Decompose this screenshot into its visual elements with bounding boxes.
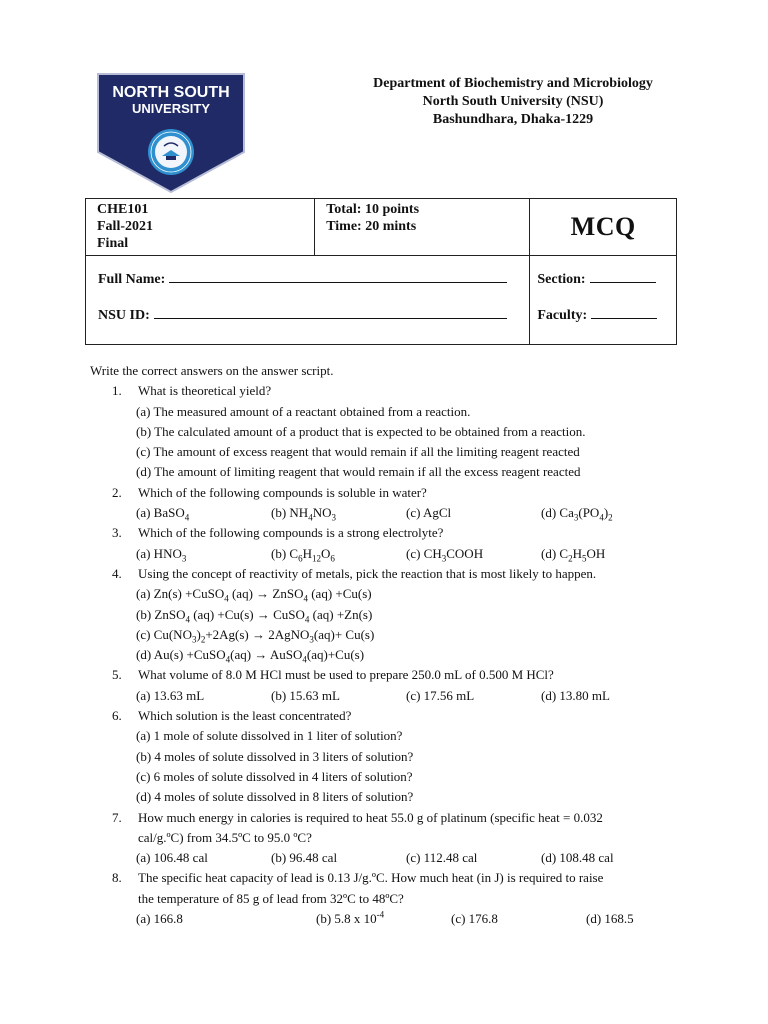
question-text: What is theoretical yield? — [138, 383, 272, 399]
question-text: Using the concept of reactivity of metals, pick the reaction that is most likely to happen. — [138, 565, 597, 581]
option-a: (a) $HNO_3$ — [136, 545, 187, 564]
exam-type: Final — [97, 236, 129, 251]
question-number: 1. — [112, 383, 122, 399]
question-number: 6. — [112, 708, 122, 724]
option-a: (a) Zn(s) +CuSO$_4$ (aq) → ZnSO$_4$ (aq) +Cu(s) — [136, 586, 372, 604]
option-d: (d) Au(s) +CuSO$_4$(aq) → AuSO$_4$(aq)+Cu(s) — [136, 647, 365, 665]
option-b: (b) The calculated amount of a product that is expected to be obtained from a reaction. — [136, 423, 586, 439]
faculty-blank[interactable] — [591, 317, 657, 319]
option-a: (a) 106.48 cal — [136, 850, 208, 866]
option-a: (a) BaSO$_4$ — [136, 505, 190, 523]
question-text: Which solution is the least concentrated? — [138, 708, 352, 724]
option-c: (c) $Cu(NO_3)_2+2Ag(s)$ → 2AgNO$_3$(aq)+ Cu(s) — [136, 626, 375, 645]
option-d: (d) The amount of limiting reagent that would remain if all the excess reagent reacted — [136, 464, 581, 480]
question-1 — [90, 381, 680, 482]
question-2 — [90, 483, 680, 524]
question-number: 5. — [112, 667, 122, 683]
option-c: (c) 6 moles of solute dissolved in 4 liters of solution? — [136, 768, 413, 784]
section-faculty-cell — [530, 256, 677, 345]
student-fields-cell — [86, 256, 530, 345]
instructions: Write the correct answers on the answer script. — [90, 363, 334, 378]
question-number: 2. — [112, 484, 122, 500]
total-points: Total: 10 points — [326, 202, 420, 217]
option-c: (c) 176.8 — [451, 911, 498, 927]
exam-info-table — [85, 198, 677, 345]
section-label: Section: — [537, 272, 586, 287]
option-d: (d) 108.48 cal — [541, 850, 614, 866]
full-name-blank[interactable] — [169, 281, 507, 283]
question-list — [90, 361, 680, 929]
option-a: (a) 13.63 mL — [136, 687, 205, 703]
question-number: 8. — [112, 870, 122, 886]
question-5 — [90, 665, 680, 706]
exam-meta-cell — [315, 199, 530, 256]
university-address: Bashundhara, Dhaka-1229 — [432, 112, 594, 127]
option-a: (a) The measured amount of a reactant obtained from a reaction. — [136, 403, 471, 419]
time-limit: Time: 20 mints — [326, 219, 417, 234]
question-text: Which of the following compounds is a strong electrolyte? — [138, 525, 444, 541]
option-c: (c) 112.48 cal — [406, 850, 478, 866]
section-field[interactable] — [537, 272, 655, 288]
question-number: 3. — [112, 525, 122, 541]
full-name-label: Full Name: — [98, 272, 166, 287]
faculty-label: Faculty: — [537, 308, 588, 323]
question-7 — [90, 808, 680, 869]
option-a: (a) 1 mole of solute dissolved in 1 liter of solution? — [136, 728, 403, 744]
course-code: CHE101 — [97, 202, 149, 217]
question-text-line1: How much energy in calories is required to heat 55.0 g of platinum (specific heat = 0.032 — [138, 809, 603, 825]
department-name: Department of Biochemistry and Microbiology — [373, 76, 653, 91]
seal-icon — [148, 129, 194, 175]
option-d: (d) 168.5 — [586, 911, 634, 927]
nsu-id-label: NSU ID: — [98, 308, 150, 323]
full-name-field[interactable] — [98, 272, 507, 288]
option-b: (b) ZnSO$_4$ (aq) +Cu(s) → CuSO$_4$ (aq) +Zn(s) — [136, 606, 373, 625]
option-c: (c) $CH_3COOH$ — [406, 545, 484, 564]
option-b: (b) 96.48 cal — [271, 850, 338, 866]
option-d: (d) 4 moles of solute dissolved in 8 liters of solution? — [136, 789, 414, 805]
question-text: Which of the following compounds is soluble in water? — [138, 484, 427, 500]
question-number: 7. — [112, 809, 122, 825]
option-b: (b) 5.8 x $10^{-4}$ — [316, 909, 385, 927]
question-6 — [90, 706, 680, 807]
question-text-line2: cal/g.ºC) from 34.5ºC to 95.0 ºC? — [138, 829, 312, 845]
question-8 — [90, 868, 680, 929]
nsu-id-field[interactable] — [98, 308, 507, 324]
department-header — [340, 75, 686, 129]
option-b: (b) $NH_4NO_3$ — [271, 505, 336, 523]
option-d: (d) $C_2H_5OH$ — [541, 545, 606, 564]
section-blank[interactable] — [590, 281, 656, 283]
option-b: (b) 4 moles of solute dissolved in 3 liters of solution? — [136, 748, 414, 764]
option-b: (b) $C_6H_{12}O_6$ — [271, 545, 335, 564]
university-name: North South University (NSU) — [422, 94, 604, 109]
question-3 — [90, 523, 680, 564]
option-c: (c) AgCl — [406, 505, 452, 521]
question-4 — [90, 564, 680, 665]
option-b: (b) 15.63 mL — [271, 687, 340, 703]
option-d: (d) 13.80 mL — [541, 687, 610, 703]
course-info-cell — [86, 199, 315, 256]
option-a: (a) 166.8 — [136, 911, 183, 927]
logo-shield — [96, 72, 246, 194]
question-text-line1: The specific heat capacity of lead is 0.13 J/g.ºC. How much heat (in J) is required to raise — [138, 870, 604, 886]
university-logo — [96, 72, 246, 194]
question-text: What volume of 8.0 M HCl must be used to prepare 250.0 mL of 0.500 M HCl? — [138, 667, 554, 683]
faculty-field[interactable] — [537, 308, 657, 324]
logo-text-line2: UNIVERSITY — [131, 101, 211, 116]
question-number: 4. — [112, 565, 122, 581]
course-term: Fall-2021 — [97, 219, 153, 234]
option-d: (d) $Ca_3(PO_4)_2$ — [541, 505, 613, 523]
option-c: (c) 17.56 mL — [406, 687, 475, 703]
mcq-label: MCQ — [570, 212, 636, 241]
option-c: (c) The amount of excess reagent that would remain if all the limiting reagent reacted — [136, 444, 580, 460]
logo-text-line1: NORTH SOUTH — [112, 84, 230, 101]
mcq-cell — [530, 199, 677, 256]
nsu-id-blank[interactable] — [154, 317, 507, 319]
question-text-line2: the temperature of 85 g of lead from 32ºC to 48ºC? — [138, 890, 404, 906]
